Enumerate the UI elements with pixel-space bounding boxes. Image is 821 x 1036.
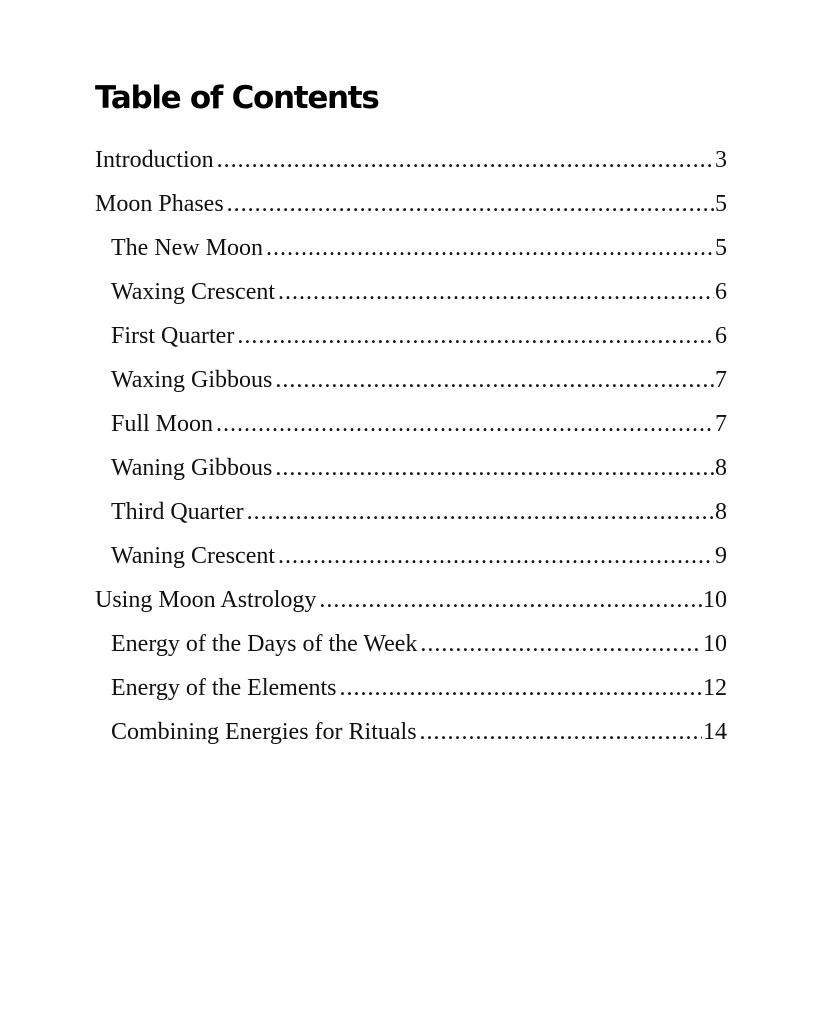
dot-leader bbox=[217, 138, 714, 182]
toc-entry bbox=[95, 666, 727, 710]
dot-leader bbox=[420, 622, 702, 666]
dot-leader bbox=[275, 358, 714, 402]
toc-entry bbox=[95, 270, 727, 314]
toc-entry-label: Energy of the Elements bbox=[111, 675, 337, 701]
toc-entry bbox=[95, 622, 727, 666]
toc-entry-label: Moon Phases bbox=[95, 191, 224, 217]
toc-entry-label: Waning Crescent bbox=[111, 543, 276, 569]
dot-leader bbox=[266, 226, 714, 270]
toc-entry bbox=[95, 534, 727, 578]
toc-entry-page-number: 3 bbox=[715, 147, 727, 173]
toc-entry-label: Using Moon Astrology bbox=[95, 587, 317, 613]
toc-entry bbox=[95, 182, 727, 226]
toc-entry-label: The New Moon bbox=[111, 235, 263, 261]
toc-entry-page-number: 6 bbox=[715, 323, 727, 349]
dot-leader bbox=[278, 534, 714, 578]
toc-entry-page-number: 6 bbox=[715, 279, 727, 305]
dot-leader bbox=[275, 446, 714, 490]
toc-entry-page-number: 7 bbox=[715, 411, 727, 437]
dot-leader bbox=[420, 710, 702, 754]
toc-entry-label: Full Moon bbox=[111, 411, 214, 437]
toc-list bbox=[95, 138, 727, 754]
toc-entry bbox=[95, 314, 727, 358]
dot-leader bbox=[340, 666, 703, 710]
toc-entry-label: First Quarter bbox=[111, 323, 235, 349]
toc-entry bbox=[95, 138, 727, 182]
toc-entry bbox=[95, 578, 727, 622]
toc-entry bbox=[95, 226, 727, 270]
dot-leader bbox=[247, 490, 714, 534]
toc-entry-page-number: 14 bbox=[703, 719, 727, 745]
dot-leader bbox=[227, 182, 714, 226]
toc-entry bbox=[95, 490, 727, 534]
dot-leader bbox=[216, 402, 714, 446]
dot-leader bbox=[319, 578, 702, 622]
toc-entry-page-number: 5 bbox=[715, 191, 727, 217]
toc-entry-label: Waxing Gibbous bbox=[111, 367, 273, 393]
toc-entry-page-number: 5 bbox=[715, 235, 727, 261]
toc-entry bbox=[95, 710, 727, 754]
dot-leader bbox=[278, 270, 714, 314]
toc-entry-label: Third Quarter bbox=[111, 499, 244, 525]
toc-entry-label: Introduction bbox=[95, 147, 214, 173]
dot-leader bbox=[237, 314, 714, 358]
toc-entry-label: Combining Energies for Rituals bbox=[111, 719, 417, 745]
toc-entry-page-number: 8 bbox=[715, 455, 727, 481]
toc-entry bbox=[95, 358, 727, 402]
toc-entry-label: Energy of the Days of the Week bbox=[111, 631, 418, 657]
toc-entry-page-number: 7 bbox=[715, 367, 727, 393]
toc-entry-label: Waxing Crescent bbox=[111, 279, 276, 305]
toc-entry-page-number: 10 bbox=[703, 631, 727, 657]
toc-entry-page-number: 10 bbox=[703, 587, 727, 613]
page-title: Table of Contents bbox=[95, 80, 379, 116]
toc-entry-page-number: 8 bbox=[715, 499, 727, 525]
toc-entry-label: Waning Gibbous bbox=[111, 455, 273, 481]
toc-entry-page-number: 9 bbox=[715, 543, 727, 569]
toc-entry bbox=[95, 402, 727, 446]
toc-entry-page-number: 12 bbox=[703, 675, 727, 701]
toc-entry bbox=[95, 446, 727, 490]
